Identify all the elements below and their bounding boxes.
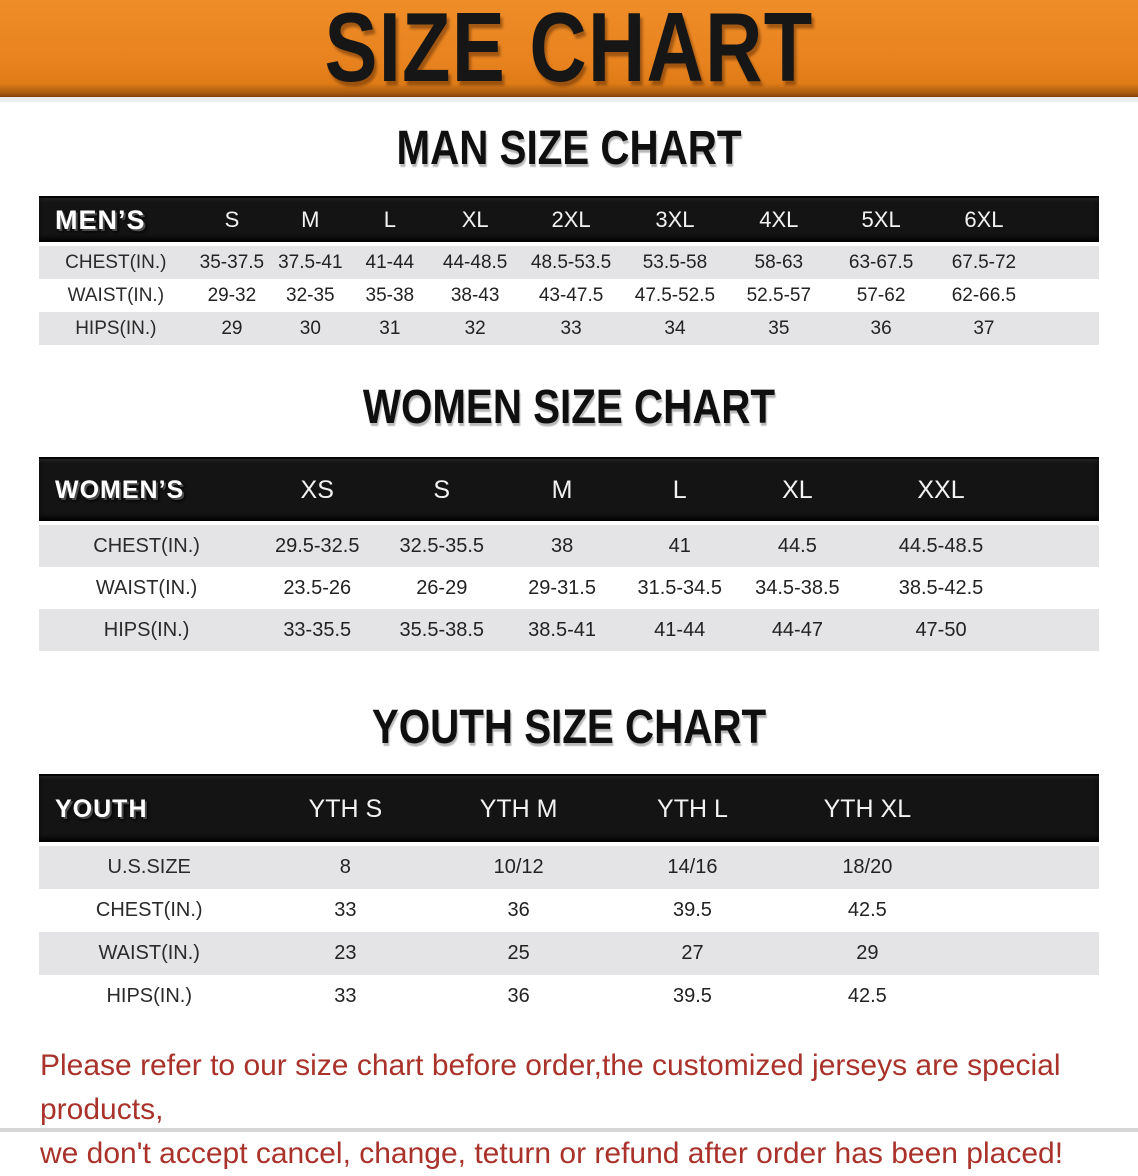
women-measure-row — [39, 567, 1099, 609]
value-cell: 42.5 — [847, 899, 887, 921]
men-size-header: 6XL — [964, 207, 1004, 232]
value-cell: 52.5-57 — [746, 284, 812, 306]
value-cell: 31.5-34.5 — [637, 576, 722, 599]
disclaimer-line-2: we don't accept cancel, change, teturn or refund after order has been placed! — [40, 1137, 1064, 1170]
value-cell: 29 — [856, 942, 879, 964]
value-cell: 32 — [464, 317, 486, 339]
value-cell: 44-47 — [771, 618, 823, 641]
men-size-header: L — [383, 207, 396, 232]
value-cell: 44-48.5 — [442, 251, 508, 273]
youth-measure-row — [39, 889, 1099, 932]
men-section-heading — [0, 119, 1138, 175]
value-cell: 43-47.5 — [538, 284, 604, 306]
value-cell: 26-29 — [416, 576, 468, 599]
men-size-header: M — [301, 207, 320, 232]
banner-title: SIZE CHART — [324, 0, 814, 104]
value-cell: 33 — [560, 317, 582, 339]
row-label-cell: CHEST(IN.) — [93, 534, 200, 557]
women-table-body — [39, 525, 1099, 651]
value-cell: 36 — [507, 899, 530, 921]
women-measure-row — [39, 609, 1099, 651]
value-cell: 35-37.5 — [199, 251, 265, 273]
value-cell: 62-66.5 — [951, 284, 1017, 306]
value-cell: 30 — [299, 317, 321, 339]
women-size-header: XS — [300, 475, 334, 504]
value-cell: 41 — [668, 534, 691, 557]
row-label-cell: CHEST(IN.) — [95, 899, 203, 921]
men-size-header: XL — [461, 207, 489, 232]
value-cell: 23 — [334, 942, 357, 964]
youth-size-header: YTH L — [657, 794, 728, 823]
value-cell: 67.5-72 — [951, 251, 1017, 273]
women-heading-text: WOMEN SIZE CHART — [362, 378, 776, 434]
value-cell: 23.5-26 — [283, 576, 352, 599]
value-cell: 29-31.5 — [528, 576, 596, 599]
men-table-body — [39, 246, 1099, 345]
value-cell: 29 — [221, 317, 243, 339]
value-cell: 34.5-38.5 — [755, 576, 840, 599]
value-cell: 37 — [973, 317, 995, 339]
value-cell: 29.5-32.5 — [274, 534, 360, 557]
value-cell: 58-63 — [754, 251, 804, 273]
banner — [0, 0, 1138, 102]
row-label-cell: CHEST(IN.) — [65, 251, 167, 273]
value-cell: 44.5-48.5 — [898, 534, 984, 557]
youth-table-body — [39, 846, 1099, 1018]
women-size-header: S — [433, 475, 451, 504]
women-size-header: L — [672, 475, 687, 504]
men-measure-row — [39, 279, 1099, 312]
value-cell: 38 — [550, 534, 574, 557]
youth-size-header: YTH S — [308, 794, 383, 823]
value-cell: 32.5-35.5 — [399, 534, 485, 557]
women-group-label: WOMEN’S — [55, 475, 185, 504]
women-measure-row — [39, 525, 1099, 567]
value-cell: 57-62 — [856, 284, 906, 306]
value-cell: 48.5-53.5 — [530, 251, 612, 273]
value-cell: 29-32 — [207, 284, 257, 306]
value-cell: 37.5-41 — [278, 251, 343, 273]
value-cell: 47.5-52.5 — [634, 284, 716, 306]
men-size-header: 5XL — [861, 207, 901, 232]
value-cell: 47-50 — [915, 618, 967, 641]
value-cell: 36 — [870, 317, 892, 339]
value-cell: 35.5-38.5 — [399, 618, 485, 641]
youth-measure-row — [39, 932, 1099, 975]
row-label-cell: WAIST(IN.) — [67, 284, 165, 306]
value-cell: 35-38 — [365, 284, 415, 306]
men-size-header: 2XL — [551, 207, 591, 232]
value-cell: 38.5-41 — [528, 618, 596, 641]
men-measure-row — [39, 246, 1099, 279]
men-size-table — [39, 196, 1099, 345]
row-label-cell: U.S.SIZE — [107, 856, 191, 878]
value-cell: 18/20 — [842, 856, 893, 878]
men-measure-row — [39, 312, 1099, 345]
value-cell: 35 — [768, 317, 790, 339]
value-cell: 41-44 — [654, 618, 706, 641]
youth-size-table — [39, 774, 1099, 1018]
men-heading-text: MAN SIZE CHART — [396, 119, 742, 175]
value-cell: 14/16 — [667, 856, 718, 878]
value-cell: 44.5 — [777, 534, 817, 557]
youth-measure-row — [39, 975, 1099, 1018]
value-cell: 38-43 — [450, 284, 500, 306]
youth-measure-row — [39, 846, 1099, 889]
row-label-cell: HIPS(IN.) — [106, 985, 193, 1007]
disclaimer-line-1: Please refer to our size chart before order,the customized jerseys are special products, — [40, 1049, 1061, 1126]
value-cell: 63-67.5 — [848, 251, 914, 273]
row-label-cell: HIPS(IN.) — [75, 317, 157, 339]
men-size-header: 4XL — [759, 207, 799, 232]
bottom-edge-strip — [0, 1128, 1138, 1132]
disclaimer-text — [40, 1044, 1138, 1176]
value-cell: 39.5 — [672, 985, 712, 1007]
value-cell: 8 — [339, 856, 351, 878]
value-cell: 25 — [507, 942, 530, 964]
value-cell: 38.5-42.5 — [898, 576, 984, 599]
youth-heading-text: YOUTH SIZE CHART — [371, 698, 767, 754]
women-section-heading — [0, 378, 1138, 434]
women-size-header: M — [551, 475, 573, 504]
value-cell: 41-44 — [365, 251, 415, 273]
value-cell: 34 — [664, 317, 686, 339]
value-cell: 42.5 — [847, 985, 887, 1007]
value-cell: 31 — [379, 317, 401, 339]
row-label-cell: WAIST(IN.) — [98, 942, 200, 964]
value-cell: 33-35.5 — [283, 618, 352, 641]
women-size-table — [39, 457, 1099, 651]
row-label-cell: HIPS(IN.) — [103, 618, 190, 641]
value-cell: 33 — [334, 899, 357, 921]
youth-size-header: YTH M — [479, 794, 558, 823]
row-label-cell: WAIST(IN.) — [95, 576, 198, 599]
women-size-header: XXL — [917, 475, 965, 504]
men-header-row — [39, 196, 1099, 242]
value-cell: 53.5-58 — [642, 251, 708, 273]
youth-group-label: YOUTH — [55, 794, 148, 823]
youth-section-heading — [0, 698, 1138, 754]
value-cell: 27 — [681, 942, 704, 964]
youth-header-row — [39, 774, 1099, 842]
value-cell: 10/12 — [493, 856, 544, 878]
value-cell: 32-35 — [286, 284, 335, 306]
men-size-header: S — [224, 207, 240, 232]
value-cell: 39.5 — [672, 899, 712, 921]
youth-size-header: YTH XL — [823, 794, 912, 823]
women-header-row — [39, 457, 1099, 521]
women-size-header: XL — [782, 475, 813, 504]
value-cell: 36 — [507, 985, 530, 1007]
men-group-label: MEN’S — [55, 204, 146, 235]
value-cell: 33 — [334, 985, 357, 1007]
men-size-header: 3XL — [655, 207, 695, 232]
